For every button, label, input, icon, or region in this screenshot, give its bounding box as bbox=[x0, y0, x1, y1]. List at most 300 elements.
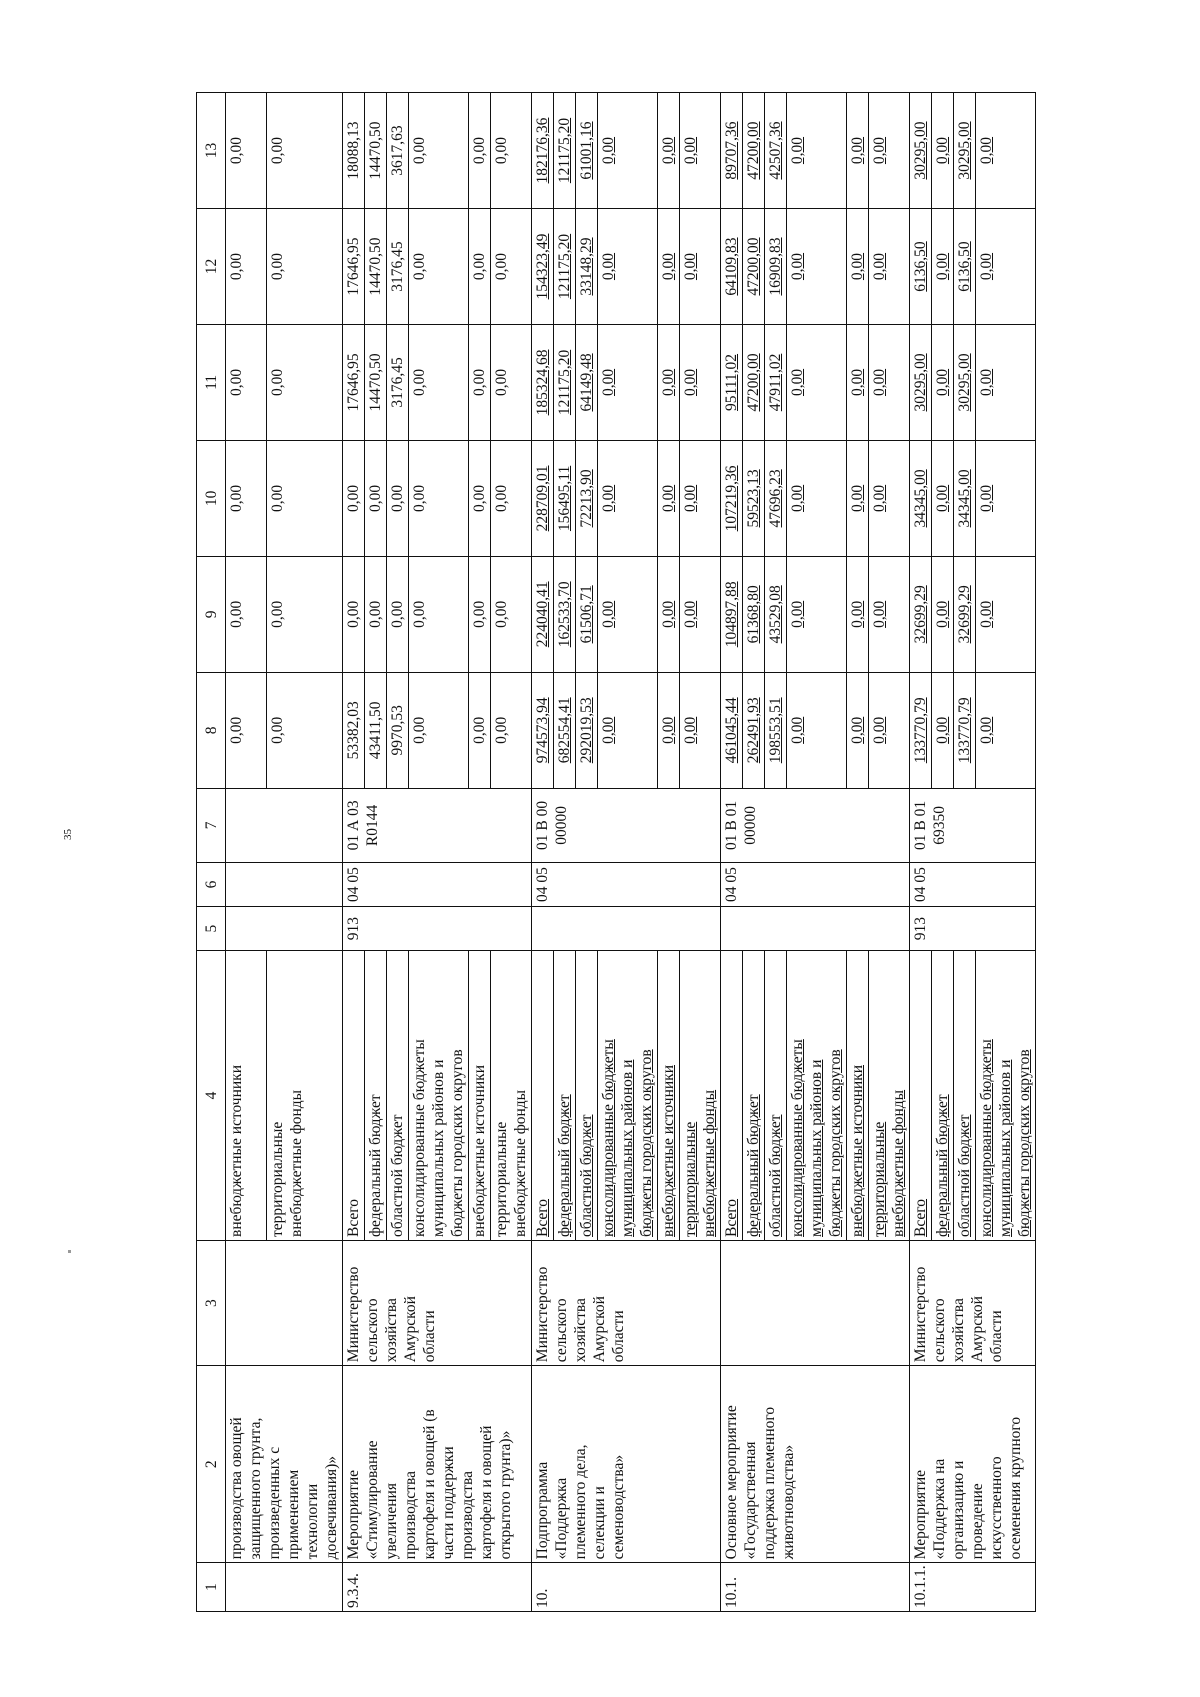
value-cell: 61506,71 bbox=[576, 556, 598, 672]
value-cell: 0,00 bbox=[226, 440, 267, 556]
cell-line: Мероприятие bbox=[912, 1469, 929, 1560]
table-row bbox=[910, 93, 932, 1612]
code-rzpr: 04 05 bbox=[721, 862, 910, 906]
value-cell: 64109,83 bbox=[721, 209, 743, 325]
row-number: 10.1. bbox=[721, 1563, 910, 1612]
cell-line: муниципальных районов и bbox=[430, 1059, 447, 1237]
value-cell: 0,00 bbox=[869, 324, 910, 440]
cell-line: муниципальных районов и bbox=[619, 1059, 636, 1237]
code-rzpr: 04 05 bbox=[910, 862, 1036, 906]
cell-line: Всего bbox=[723, 1198, 740, 1237]
value-cell: 0,00 bbox=[491, 556, 532, 672]
value-cell: 0,00 bbox=[932, 440, 954, 556]
value-cell: 133770,79 bbox=[954, 672, 976, 788]
value-cell: 154323,49 bbox=[532, 209, 554, 325]
value-cell: 0,00 bbox=[266, 556, 342, 672]
cell-line: бюджеты городских округов bbox=[1016, 1049, 1033, 1237]
value-cell: 107219,36 bbox=[721, 440, 743, 556]
budget-table bbox=[196, 92, 1036, 1612]
value-cell: 0,00 bbox=[491, 93, 532, 209]
value-cell: 43411,50 bbox=[365, 672, 387, 788]
cell-line: части поддержки bbox=[440, 1446, 457, 1560]
value-cell: 0,00 bbox=[658, 324, 680, 440]
cell-line: картофеля и овощей (в bbox=[421, 1409, 438, 1560]
value-cell: 0,00 bbox=[658, 209, 680, 325]
value-cell: 3617,63 bbox=[387, 93, 409, 209]
funding-source bbox=[469, 951, 491, 1241]
cell-line: внебюджетные источники bbox=[849, 1065, 866, 1237]
value-cell: 0,00 bbox=[932, 556, 954, 672]
cell-line: бюджеты городских округов bbox=[449, 1049, 466, 1237]
value-cell: 0,00 bbox=[658, 440, 680, 556]
cell-line: территориальные bbox=[268, 1121, 286, 1237]
value-cell: 14470,50 bbox=[365, 324, 387, 440]
value-cell: 0,00 bbox=[226, 93, 267, 209]
value-cell: 974573,94 bbox=[532, 672, 554, 788]
header-row bbox=[197, 93, 226, 1612]
value-cell: 61368,80 bbox=[743, 556, 765, 672]
value-cell: 0,00 bbox=[343, 440, 365, 556]
cell-line: Министерство bbox=[345, 1266, 362, 1363]
value-cell: 34345,00 bbox=[910, 440, 932, 556]
value-cell: 0,00 bbox=[491, 672, 532, 788]
cell-line: применением bbox=[285, 1469, 302, 1560]
funding-source bbox=[680, 951, 721, 1241]
funding-source bbox=[409, 951, 469, 1241]
cell-line: областной бюджет bbox=[956, 1114, 973, 1237]
funding-source bbox=[343, 951, 365, 1241]
value-cell: 0,00 bbox=[869, 440, 910, 556]
funding-source bbox=[932, 951, 954, 1241]
cell-line: федеральный бюджет bbox=[556, 1094, 573, 1237]
funding-source bbox=[365, 951, 387, 1241]
cell-line: хозяйства bbox=[383, 1298, 400, 1363]
code-grbs bbox=[226, 907, 343, 951]
value-cell: 0,00 bbox=[658, 93, 680, 209]
responsible-org bbox=[721, 1240, 910, 1365]
code-csr bbox=[532, 788, 721, 862]
cell-line: территориальные bbox=[682, 1121, 699, 1237]
cell-line: консолидированные бюджеты bbox=[411, 1039, 428, 1237]
value-cell: 17646,95 bbox=[343, 209, 365, 325]
value-cell: 72213,90 bbox=[576, 440, 598, 556]
row-title bbox=[721, 1366, 910, 1563]
cell-line: увеличения bbox=[383, 1483, 400, 1560]
value-cell: 14470,50 bbox=[365, 209, 387, 325]
value-cell: 6136,50 bbox=[954, 209, 976, 325]
value-cell: 0,00 bbox=[787, 93, 847, 209]
value-cell: 89707,36 bbox=[721, 93, 743, 209]
cell-line: осеменения крупного bbox=[1007, 1416, 1024, 1560]
row-number bbox=[226, 1563, 343, 1612]
row-number: 10.1.1. bbox=[910, 1563, 1036, 1612]
value-cell: 14470,50 bbox=[365, 93, 387, 209]
value-cell: 162533,70 bbox=[554, 556, 576, 672]
value-cell: 0,00 bbox=[409, 672, 469, 788]
value-cell: 0,00 bbox=[365, 556, 387, 672]
responsible-org bbox=[910, 1240, 1036, 1365]
cell-line: бюджеты городских округов bbox=[638, 1049, 655, 1237]
row-number: 10. bbox=[532, 1563, 721, 1612]
header-cell: 12 bbox=[197, 209, 226, 325]
value-cell: 30295,00 bbox=[954, 324, 976, 440]
header-cell: 6 bbox=[197, 862, 226, 906]
value-cell: 133770,79 bbox=[910, 672, 932, 788]
value-cell: 53382,03 bbox=[343, 672, 365, 788]
cell-line: консолидированные бюджеты bbox=[789, 1039, 806, 1237]
value-cell: 30295,00 bbox=[910, 93, 932, 209]
value-cell: 0,00 bbox=[658, 672, 680, 788]
row-title bbox=[226, 1366, 343, 1563]
value-cell: 156495,11 bbox=[554, 440, 576, 556]
cell-line: областной бюджет bbox=[389, 1114, 406, 1237]
cell-line: территориальные bbox=[871, 1121, 888, 1237]
value-cell: 198553,51 bbox=[765, 672, 787, 788]
cell-line: области bbox=[610, 1310, 627, 1363]
cell-line: федеральный бюджет bbox=[934, 1094, 951, 1237]
cell-line: Амурской bbox=[402, 1296, 419, 1363]
cell-line: Основное мероприятие bbox=[723, 1405, 740, 1560]
funding-source bbox=[847, 951, 869, 1241]
value-cell: 0,00 bbox=[976, 324, 1036, 440]
funding-source bbox=[554, 951, 576, 1241]
cell-line: «Поддержка на bbox=[931, 1458, 948, 1560]
code-csr bbox=[910, 788, 1036, 862]
cell-line: Подпрограмма bbox=[534, 1461, 551, 1560]
value-cell: 61001,16 bbox=[576, 93, 598, 209]
cell-line: внебюджетные фонды bbox=[701, 1089, 718, 1237]
header-cell: 11 bbox=[197, 324, 226, 440]
value-cell: 0,00 bbox=[680, 209, 721, 325]
value-cell: 0,00 bbox=[847, 209, 869, 325]
header-cell: 2 bbox=[197, 1366, 226, 1563]
value-cell: 17646,95 bbox=[343, 324, 365, 440]
cell-line: внебюджетные источники bbox=[660, 1065, 677, 1237]
cell-line: производства bbox=[459, 1471, 476, 1560]
header-cell: 9 bbox=[197, 556, 226, 672]
value-cell: 47200,00 bbox=[743, 93, 765, 209]
header-cell: 10 bbox=[197, 440, 226, 556]
value-cell: 121175,20 bbox=[554, 93, 576, 209]
cell-line: внебюджетные источники bbox=[228, 1065, 245, 1237]
funding-source bbox=[743, 951, 765, 1241]
value-cell: 0,00 bbox=[847, 672, 869, 788]
cell-line: консолидированные бюджеты bbox=[978, 1039, 995, 1237]
cell-line: поддержка племенного bbox=[761, 1406, 778, 1560]
value-cell: 6136,50 bbox=[910, 209, 932, 325]
value-cell: 0,00 bbox=[266, 93, 342, 209]
cell-line: Амурской bbox=[969, 1296, 986, 1363]
value-cell: 0,00 bbox=[343, 556, 365, 672]
funding-source bbox=[954, 951, 976, 1241]
value-cell: 0,00 bbox=[409, 324, 469, 440]
cell-line: организацию и bbox=[950, 1460, 967, 1560]
cell-line: Амурской bbox=[591, 1296, 608, 1363]
cell-line: защищенного грунта, bbox=[247, 1417, 264, 1560]
cell-line: федеральный бюджет bbox=[745, 1094, 762, 1237]
cell-line: племенного дела, bbox=[572, 1444, 589, 1560]
value-cell: 0,00 bbox=[266, 209, 342, 325]
cell-line: внебюджетные фонды bbox=[890, 1089, 907, 1237]
header-cell: 5 bbox=[197, 907, 226, 951]
cell-line: области bbox=[988, 1310, 1005, 1363]
value-cell: 3176,45 bbox=[387, 324, 409, 440]
value-cell: 0,00 bbox=[266, 324, 342, 440]
value-cell: 0,00 bbox=[469, 672, 491, 788]
value-cell: 0,00 bbox=[226, 556, 267, 672]
funding-source bbox=[765, 951, 787, 1241]
cell-line: хозяйства bbox=[572, 1298, 589, 1363]
funding-source bbox=[658, 951, 680, 1241]
cell-line: технологии bbox=[304, 1483, 321, 1560]
value-cell: 0,00 bbox=[598, 324, 658, 440]
code-csr bbox=[226, 788, 343, 862]
cell-line: досвечивания)» bbox=[323, 1455, 340, 1560]
value-cell: 0,00 bbox=[869, 672, 910, 788]
value-cell: 224040,41 bbox=[532, 556, 554, 672]
value-cell: 0,00 bbox=[976, 672, 1036, 788]
funding-source bbox=[226, 951, 267, 1241]
cell-line: внебюджетные источники bbox=[471, 1065, 488, 1237]
value-cell: 3176,45 bbox=[387, 209, 409, 325]
value-cell: 0,00 bbox=[847, 556, 869, 672]
cell-line: 69350 bbox=[931, 806, 948, 845]
cell-line: внебюджетные фонды bbox=[512, 1089, 529, 1237]
row-title bbox=[910, 1366, 1036, 1563]
row-title bbox=[343, 1366, 532, 1563]
cell-line: производства овощей bbox=[228, 1417, 245, 1560]
cell-line: Мероприятие bbox=[345, 1469, 362, 1560]
funding-source bbox=[976, 951, 1036, 1241]
cell-line: Всего bbox=[345, 1198, 362, 1237]
value-cell: 0,00 bbox=[491, 209, 532, 325]
header-cell: 7 bbox=[197, 788, 226, 862]
value-cell: 185324,68 bbox=[532, 324, 554, 440]
cell-line: Министерство bbox=[912, 1266, 929, 1363]
value-cell: 0,00 bbox=[409, 93, 469, 209]
value-cell: 30295,00 bbox=[910, 324, 932, 440]
value-cell: 0,00 bbox=[869, 93, 910, 209]
value-cell: 0,00 bbox=[387, 556, 409, 672]
value-cell: 0,00 bbox=[469, 440, 491, 556]
cell-line: территориальные bbox=[493, 1121, 510, 1237]
cell-line: 01 А 03 bbox=[345, 800, 362, 851]
code-rzpr: 04 05 bbox=[343, 862, 532, 906]
cell-line: муниципальных районов и bbox=[808, 1059, 825, 1237]
responsible-org bbox=[226, 1240, 343, 1365]
value-cell: 0,00 bbox=[847, 440, 869, 556]
cell-line: производства bbox=[402, 1471, 419, 1560]
header-cell: 4 bbox=[197, 951, 226, 1241]
cell-line: селекции и bbox=[591, 1486, 608, 1560]
funding-source bbox=[576, 951, 598, 1241]
value-cell: 0,00 bbox=[787, 209, 847, 325]
cell-line: муниципальных районов и bbox=[997, 1059, 1014, 1237]
value-cell: 0,00 bbox=[787, 440, 847, 556]
value-cell: 292019,53 bbox=[576, 672, 598, 788]
code-grbs bbox=[532, 907, 721, 951]
table-row bbox=[532, 93, 554, 1612]
funding-source bbox=[869, 951, 910, 1241]
code-grbs: 913 bbox=[910, 907, 1036, 951]
funding-source bbox=[787, 951, 847, 1241]
value-cell: 0,00 bbox=[226, 209, 267, 325]
value-cell: 682554,41 bbox=[554, 672, 576, 788]
value-cell: 0,00 bbox=[976, 556, 1036, 672]
value-cell: 0,00 bbox=[598, 672, 658, 788]
cell-line: проведение bbox=[969, 1483, 986, 1560]
value-cell: 18088,13 bbox=[343, 93, 365, 209]
cell-line: 00000 bbox=[742, 806, 759, 845]
value-cell: 95111,02 bbox=[721, 324, 743, 440]
cell-line: 01 В 00 bbox=[534, 800, 551, 850]
value-cell: 0,00 bbox=[680, 93, 721, 209]
cell-line: «Стимулирование bbox=[364, 1440, 381, 1560]
funding-source bbox=[532, 951, 554, 1241]
cell-line: R0144 bbox=[364, 804, 381, 847]
value-cell: 34345,00 bbox=[954, 440, 976, 556]
header-cell: 8 bbox=[197, 672, 226, 788]
table-row bbox=[226, 93, 267, 1612]
value-cell: 30295,00 bbox=[954, 93, 976, 209]
budget-table-rotated bbox=[196, 92, 1076, 1612]
cell-line: консолидированные бюджеты bbox=[600, 1039, 617, 1237]
value-cell: 33148,29 bbox=[576, 209, 598, 325]
funding-source bbox=[387, 951, 409, 1241]
code-rzpr bbox=[226, 862, 343, 906]
value-cell: 0,00 bbox=[469, 93, 491, 209]
funding-source bbox=[266, 951, 342, 1241]
responsible-org bbox=[343, 1240, 532, 1365]
cell-line: 01 В 01 bbox=[723, 800, 740, 850]
value-cell: 32699,29 bbox=[910, 556, 932, 672]
funding-source bbox=[721, 951, 743, 1241]
value-cell: 121175,20 bbox=[554, 324, 576, 440]
cell-line: федеральный бюджет bbox=[367, 1094, 384, 1237]
cell-line: животноводства» bbox=[780, 1444, 797, 1560]
cell-line: сельского bbox=[931, 1298, 948, 1363]
value-cell: 0,00 bbox=[469, 324, 491, 440]
value-cell: 0,00 bbox=[226, 324, 267, 440]
value-cell: 0,00 bbox=[976, 440, 1036, 556]
value-cell: 0,00 bbox=[680, 556, 721, 672]
page-number: 35 bbox=[62, 829, 74, 840]
table-row bbox=[721, 93, 743, 1612]
cell-line: Всего bbox=[912, 1198, 929, 1237]
funding-source bbox=[598, 951, 658, 1241]
value-cell: 262491,93 bbox=[743, 672, 765, 788]
value-cell: 59523,13 bbox=[743, 440, 765, 556]
value-cell: 0,00 bbox=[598, 440, 658, 556]
value-cell: 0,00 bbox=[598, 556, 658, 672]
table-row bbox=[343, 93, 365, 1612]
cell-line: 00000 bbox=[553, 806, 570, 845]
value-cell: 0,00 bbox=[409, 209, 469, 325]
value-cell: 0,00 bbox=[409, 440, 469, 556]
cell-line: 01 В 01 bbox=[912, 800, 929, 850]
value-cell: 0,00 bbox=[469, 209, 491, 325]
value-cell: 0,00 bbox=[847, 324, 869, 440]
value-cell: 0,00 bbox=[932, 672, 954, 788]
cell-line: семеноводства» bbox=[610, 1454, 627, 1560]
cell-line: Всего bbox=[534, 1198, 551, 1237]
value-cell: 43529,08 bbox=[765, 556, 787, 672]
value-cell: 0,00 bbox=[976, 93, 1036, 209]
value-cell: 47911,02 bbox=[765, 324, 787, 440]
value-cell: 0,00 bbox=[680, 672, 721, 788]
value-cell: 0,00 bbox=[387, 440, 409, 556]
value-cell: 9970,53 bbox=[387, 672, 409, 788]
header-cell: 3 bbox=[197, 1240, 226, 1365]
cell-line: областной бюджет bbox=[767, 1114, 784, 1237]
value-cell: 47696,23 bbox=[765, 440, 787, 556]
value-cell: 0,00 bbox=[932, 93, 954, 209]
value-cell: 0,00 bbox=[869, 209, 910, 325]
value-cell: 0,00 bbox=[658, 556, 680, 672]
value-cell: 0,00 bbox=[787, 672, 847, 788]
cell-line: Министерство bbox=[534, 1266, 551, 1363]
value-cell: 0,00 bbox=[869, 556, 910, 672]
cell-line: картофеля и овощей bbox=[478, 1425, 495, 1560]
value-cell: 182176,36 bbox=[532, 93, 554, 209]
code-csr bbox=[721, 788, 910, 862]
value-cell: 0,00 bbox=[266, 672, 342, 788]
value-cell: 16909,83 bbox=[765, 209, 787, 325]
value-cell: 0,00 bbox=[365, 440, 387, 556]
value-cell: 0,00 bbox=[976, 209, 1036, 325]
code-rzpr: 04 05 bbox=[532, 862, 721, 906]
code-csr bbox=[343, 788, 532, 862]
value-cell: 0,00 bbox=[847, 93, 869, 209]
value-cell: 0,00 bbox=[491, 440, 532, 556]
header-cell: 13 bbox=[197, 93, 226, 209]
cell-line: сельского bbox=[364, 1298, 381, 1363]
cell-line: бюджеты городских округов bbox=[827, 1049, 844, 1237]
funding-source bbox=[491, 951, 532, 1241]
value-cell: 42507,36 bbox=[765, 93, 787, 209]
cell-line: произведенных с bbox=[266, 1446, 283, 1560]
value-cell: 47200,00 bbox=[743, 324, 765, 440]
cell-line: «Государственная bbox=[742, 1441, 759, 1560]
value-cell: 47200,00 bbox=[743, 209, 765, 325]
value-cell: 0,00 bbox=[932, 209, 954, 325]
value-cell: 121175,20 bbox=[554, 209, 576, 325]
header-cell: 1 bbox=[197, 1563, 226, 1612]
cell-line: искусственного bbox=[988, 1456, 1005, 1560]
funding-source bbox=[910, 951, 932, 1241]
value-cell: 0,00 bbox=[491, 324, 532, 440]
responsible-org bbox=[532, 1240, 721, 1365]
cell-line: внебюджетные фонды bbox=[287, 1089, 305, 1237]
cell-line: сельского bbox=[553, 1298, 570, 1363]
cell-line: открытого грунта)» bbox=[497, 1430, 514, 1560]
code-grbs bbox=[721, 907, 910, 951]
row-title bbox=[532, 1366, 721, 1563]
value-cell: 0,00 bbox=[680, 440, 721, 556]
value-cell: 0,00 bbox=[787, 556, 847, 672]
value-cell: 0,00 bbox=[226, 672, 267, 788]
value-cell: 64149,48 bbox=[576, 324, 598, 440]
value-cell: 228709,01 bbox=[532, 440, 554, 556]
cell-line: областной бюджет bbox=[578, 1114, 595, 1237]
value-cell: 0,00 bbox=[932, 324, 954, 440]
value-cell: 0,00 bbox=[680, 324, 721, 440]
code-grbs: 913 bbox=[343, 907, 532, 951]
cell-line: «Поддержка bbox=[553, 1477, 570, 1560]
value-cell: 0,00 bbox=[469, 556, 491, 672]
cell-line: области bbox=[421, 1310, 438, 1363]
value-cell: 0,00 bbox=[598, 209, 658, 325]
